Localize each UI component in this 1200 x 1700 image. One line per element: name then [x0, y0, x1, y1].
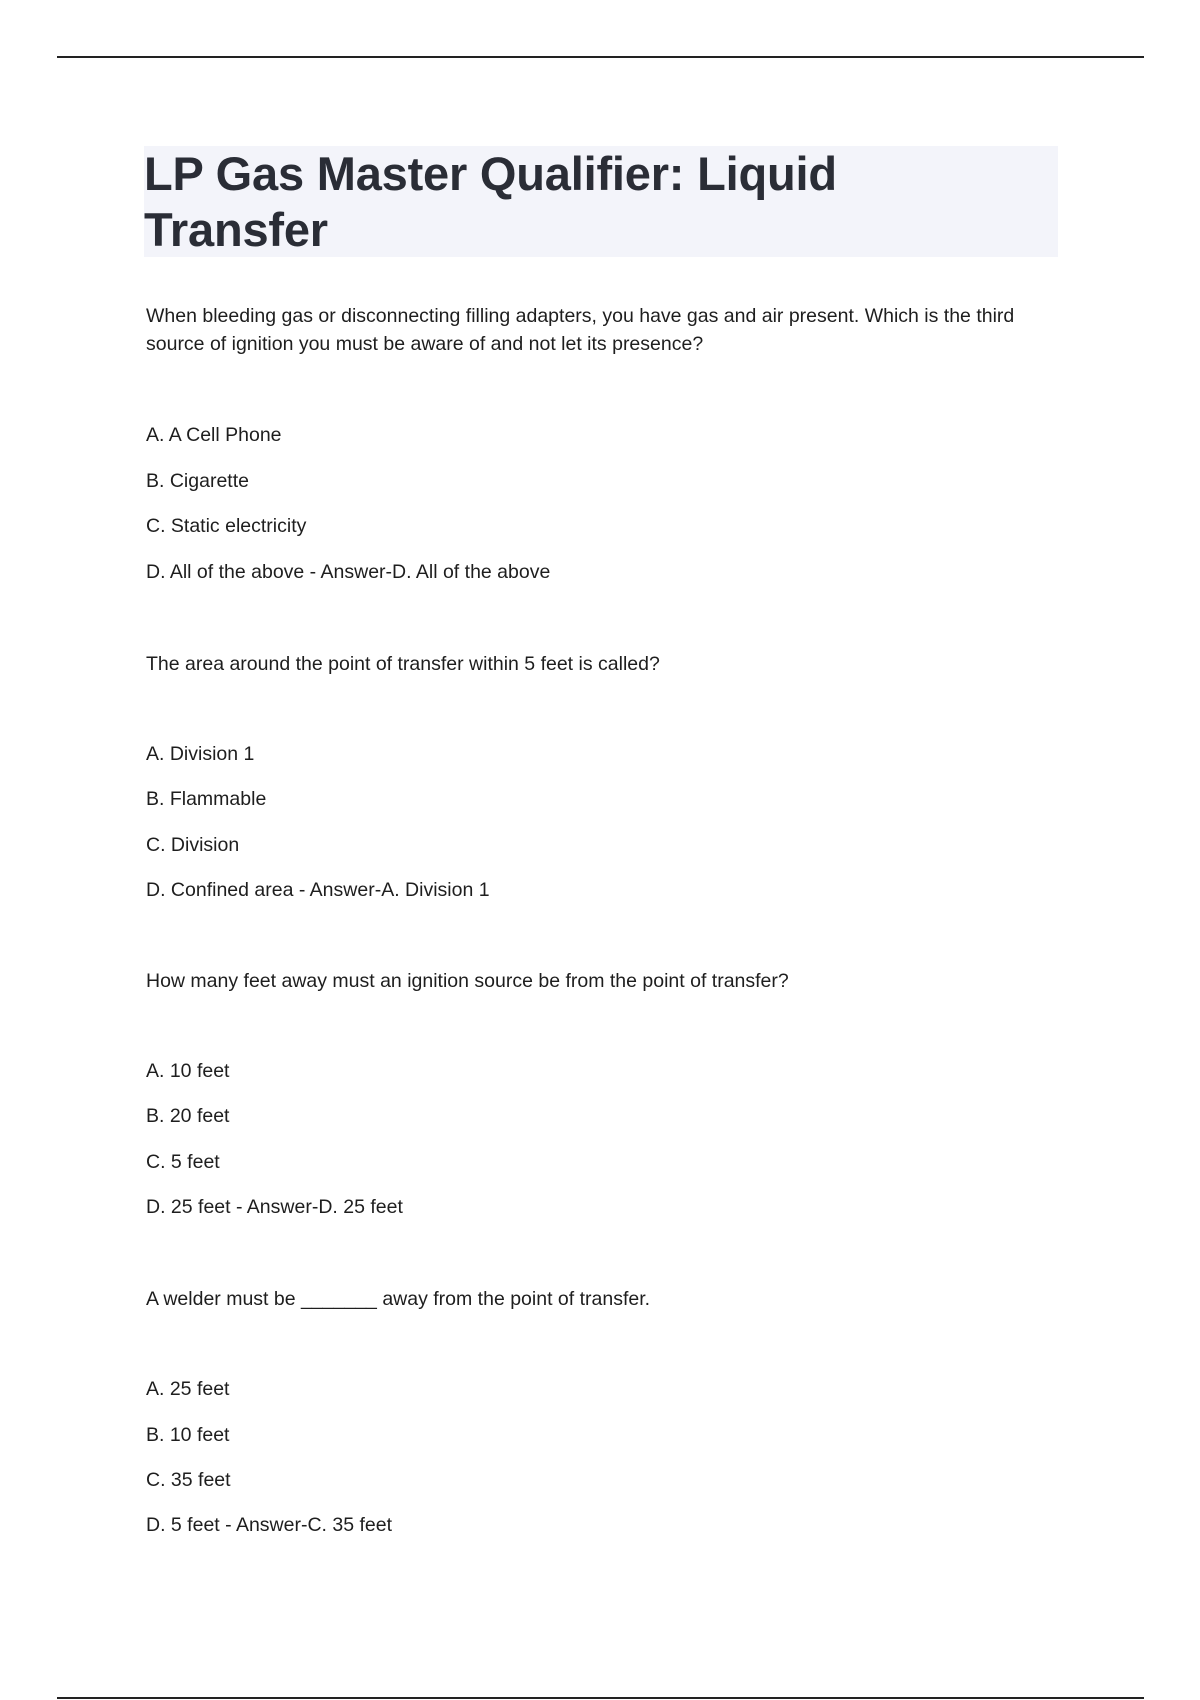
question-4-text: A welder must be _______ away from the point of transfer. [146, 1288, 651, 1310]
question-2-option-c: C. Division [146, 834, 240, 856]
page-title: LP Gas Master Qualifier: Liquid Transfer [144, 147, 837, 256]
question-3-option-b: B. 20 feet [146, 1105, 230, 1127]
question-2-option-a: A. Division 1 [146, 743, 255, 765]
question-3-option-d-answer: D. 25 feet - Answer-D. 25 feet [146, 1196, 403, 1218]
question-2-option-d-answer: D. Confined area - Answer-A. Division 1 [146, 879, 490, 901]
top-rule [57, 56, 1144, 58]
question-1-option-a: A. A Cell Phone [146, 424, 282, 446]
question-4-option-a: A. 25 feet [146, 1378, 230, 1400]
question-1-text: When bleeding gas or disconnecting filling adapters, you have gas and air present. Which is the third source of ignition you must be aware of and not let its presence? [146, 305, 1015, 355]
question-3-text: How many feet away must an ignition source be from the point of transfer? [146, 970, 789, 992]
question-4-option-d-answer: D. 5 feet - Answer-C. 35 feet [146, 1514, 393, 1536]
question-3-option-c: C. 5 feet [146, 1151, 220, 1173]
question-1-option-d-answer: D. All of the above - Answer-D. All of the above [146, 561, 551, 583]
question-2-text: The area around the point of transfer within 5 feet is called? [146, 653, 660, 675]
question-4-option-b: B. 10 feet [146, 1424, 230, 1446]
question-1-option-c: C. Static electricity [146, 515, 307, 537]
question-4-option-c: C. 35 feet [146, 1469, 231, 1491]
question-3-option-a: A. 10 feet [146, 1060, 230, 1082]
title-banner [144, 146, 1058, 257]
question-2-option-b: B. Flammable [146, 788, 267, 810]
question-1-option-b: B. Cigarette [146, 470, 249, 492]
bottom-rule [57, 1697, 1144, 1699]
